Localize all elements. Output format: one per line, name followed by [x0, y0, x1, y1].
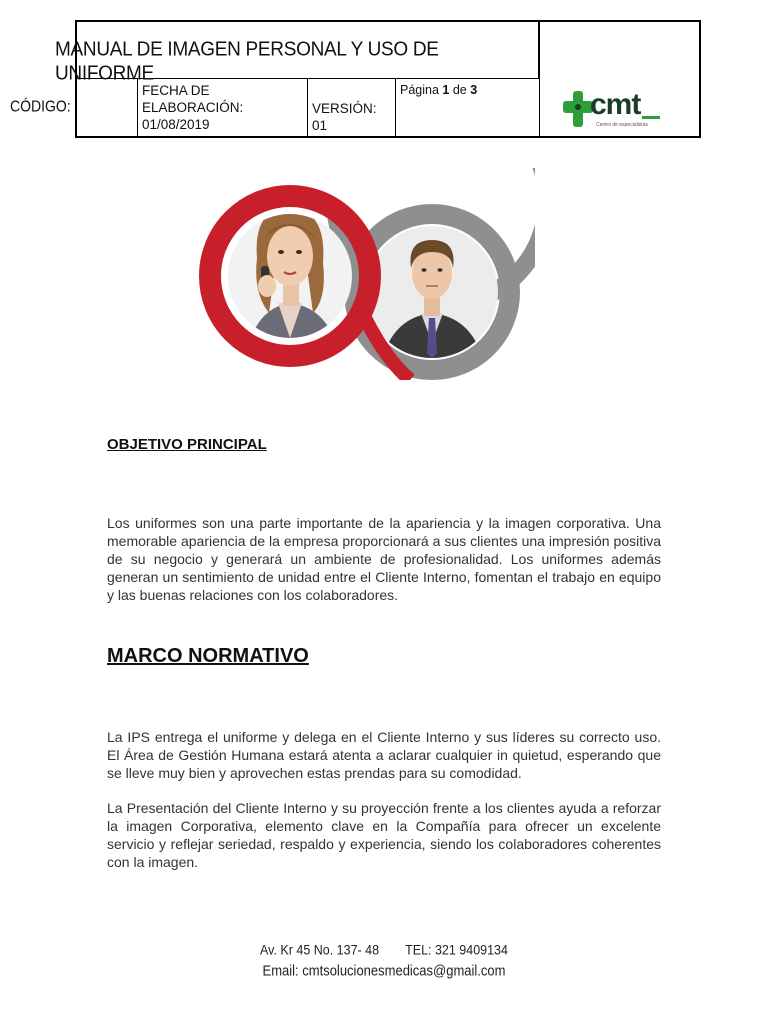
footer-tel: TEL: 321 9409134	[405, 942, 508, 958]
pagina-total: 3	[470, 83, 478, 97]
staff-illustration	[195, 168, 535, 380]
pagina-cell	[396, 79, 539, 137]
document-title: MANUAL DE IMAGEN PERSONAL Y USO DE UNIFORME	[55, 38, 439, 85]
pagina-current: 1	[442, 83, 450, 97]
codigo-value-cell	[76, 79, 138, 137]
footer-contact-line	[0, 942, 768, 957]
section-heading-marco: MARCO NORMATIVO	[107, 645, 309, 667]
pagina-prefix: Página	[400, 83, 439, 97]
cmt-logo	[563, 86, 673, 132]
version-text: VERSIÓN: 01	[312, 101, 377, 133]
staff-illustration-graphic	[195, 168, 535, 380]
footer-email: Email: cmtsolucionesmedicas@gmail.com	[262, 962, 506, 979]
section-heading-objetivo: OBJETIVO PRINCIPAL	[107, 436, 267, 453]
section-paragraph-objetivo: Los uniformes son una parte importante de la apariencia y la imagen corporativa. Una memorable apariencia de la empresa proporcionará a sus clientes una impresión positiva de su negocio y generará un ambiente de profesionalidad. Los uniformes además generan un sentimiento de unidad entre el Cliente Interno, fomentan el trabajo en equipo y las buenas relaciones con los colaboradores.	[107, 515, 661, 603]
section-paragraph-marco-1: La IPS entrega el uniforme y delega en el Cliente Interno y sus líderes su correcto uso. El Área de Gestión Humana estará atenta a aclarar cualquier in quietud, esperando que se lleve muy bien y aprovechen estas prendas para su comodidad.	[107, 729, 661, 781]
fecha-label: FECHA DE ELABORACIÓN:	[142, 83, 244, 115]
footer-address: Av. Kr 45 No. 137- 48	[260, 942, 380, 958]
fecha-cell	[138, 79, 308, 137]
section-paragraph-marco-2: La Presentación del Cliente Interno y su proyección frente a los clientes ayuda a reforzar la imagen Corporativa, elemento clave en la Compañía para ofrecer un excelente servicio y reflejar seriedad, respaldo y experiencia, siendo los colaboradores coherentes con la imagen.	[107, 800, 661, 870]
version-cell	[308, 79, 396, 137]
pagina-sep: de	[452, 83, 467, 97]
logo-text: cmt	[590, 88, 641, 121]
fecha-value: 01/08/2019	[142, 117, 210, 132]
codigo-label: CÓDIGO:	[10, 97, 71, 115]
logo-subtext: Centro de especialistas	[596, 122, 648, 128]
